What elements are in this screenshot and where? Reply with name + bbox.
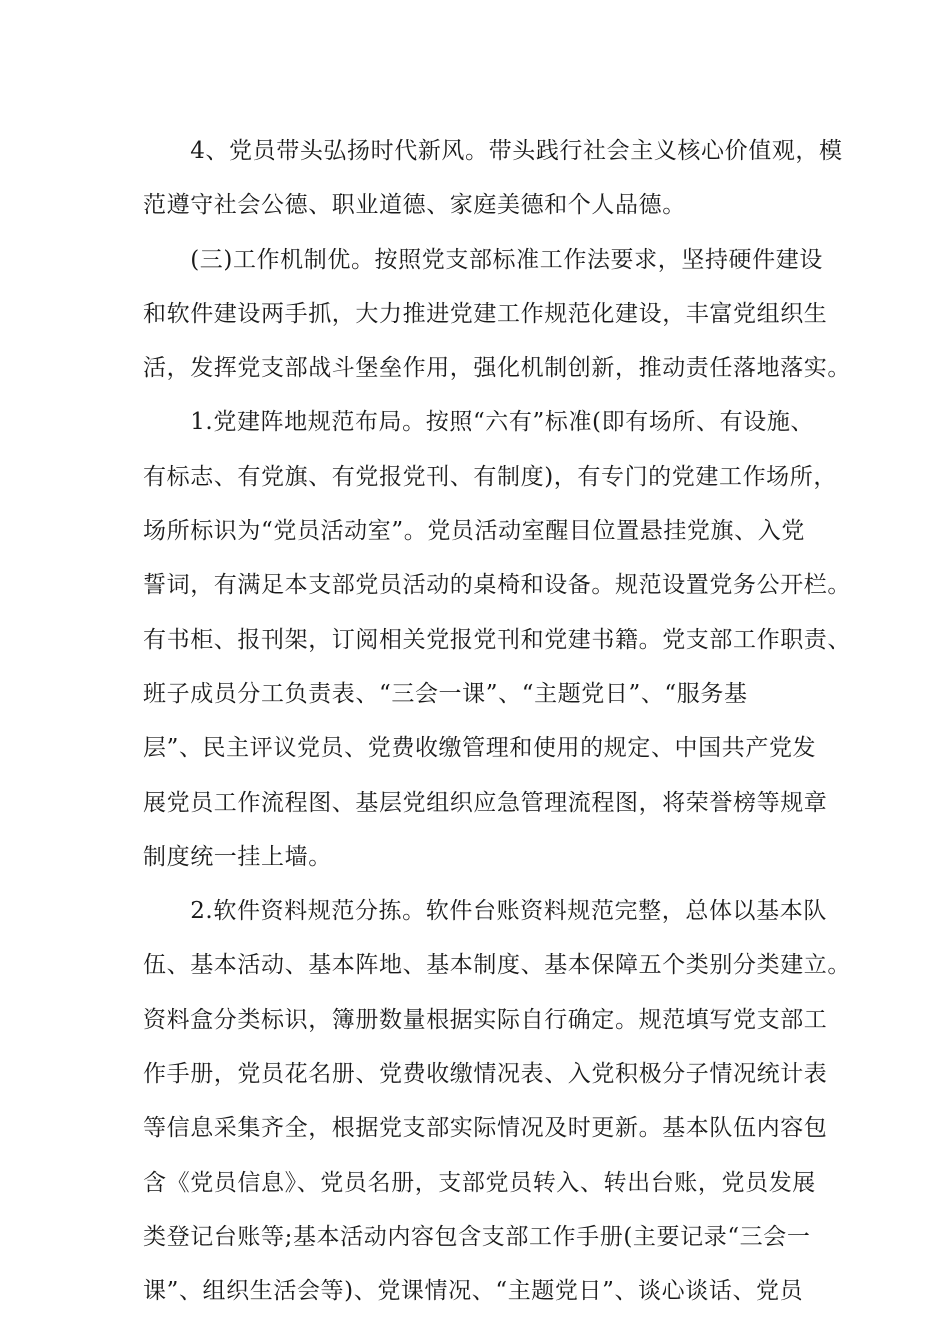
text-line: 资料盒分类标识，簿册数量根据实际自行确定。规范填写党支部工 [143, 1006, 828, 1033]
text-line: 场所标识为“党员活动室”。党员活动室醒目位置悬挂党旗、入党 [143, 518, 805, 545]
text-line: 和软件建设两手抓，大力推进党建工作规范化建设，丰富党组织生 [143, 300, 828, 327]
text-line: 制度统一挂上墙。 [143, 843, 332, 870]
text-line: 有书柜、报刊架，订阅相关党报党刊和党建书籍。党支部工作职责、 [143, 626, 851, 653]
paragraph-4-new-style [143, 124, 843, 233]
text-line: 活，发挥党支部战斗堡垒作用，强化机制创新，推动责任落地落实。 [143, 355, 851, 382]
paragraph-1-position-layout [143, 395, 851, 884]
text-line: 课”、组织生活会等)、党课情况、“主题党日”、谈心谈话、党员 [143, 1278, 804, 1305]
text-line: 作手册，党员花名册、党费收缴情况表、入党积极分子情况统计表 [143, 1061, 828, 1088]
text-line: 2.软件资料规范分拣。软件台账资料规范完整，总体以基本队 [143, 898, 827, 925]
document-body [143, 124, 851, 1319]
text-line: 范遵守社会公德、职业道德、家庭美德和个人品德。 [143, 192, 686, 219]
text-line: 层”、民主评议党员、党费收缴管理和使用的规定、中国共产党发 [143, 735, 817, 762]
text-line: (三)工作机制优。按照党支部标准工作法要求，坚持硬件建设 [143, 246, 823, 273]
text-line: 展党员工作流程图、基层党组织应急管理流程图，将荣誉榜等规章 [143, 789, 828, 816]
text-line: 伍、基本活动、基本阵地、基本制度、基本保障五个类别分类建立。 [143, 952, 851, 979]
text-line: 有标志、有党旗、有党报党刊、有制度)，有专门的党建工作场所， [143, 463, 837, 490]
paragraph-2-software-materials [143, 884, 851, 1318]
paragraph-mechanism [143, 233, 851, 396]
text-line: 类登记台账等;基本活动内容包含支部工作手册(主要记录“三会一 [143, 1223, 811, 1250]
text-line: 含《党员信息》、党员名册，支部党员转入、转出台账，党员发展 [143, 1169, 816, 1196]
text-line: 誓词，有满足本支部党员活动的桌椅和设备。规范设置党务公开栏。 [143, 572, 851, 599]
text-line: 4、党员带头弘扬时代新风。带头践行社会主义核心价值观，模 [143, 138, 843, 164]
text-line: 等信息采集齐全，根据党支部实际情况及时更新。基本队伍内容包 [143, 1115, 828, 1142]
text-line: 班子成员分工负责表、“三会一课”、“主题党日”、“服务基 [143, 680, 748, 707]
text-line: 1.党建阵地规范布局。按照“六有”标准(即有场所、有设施、 [143, 409, 815, 436]
